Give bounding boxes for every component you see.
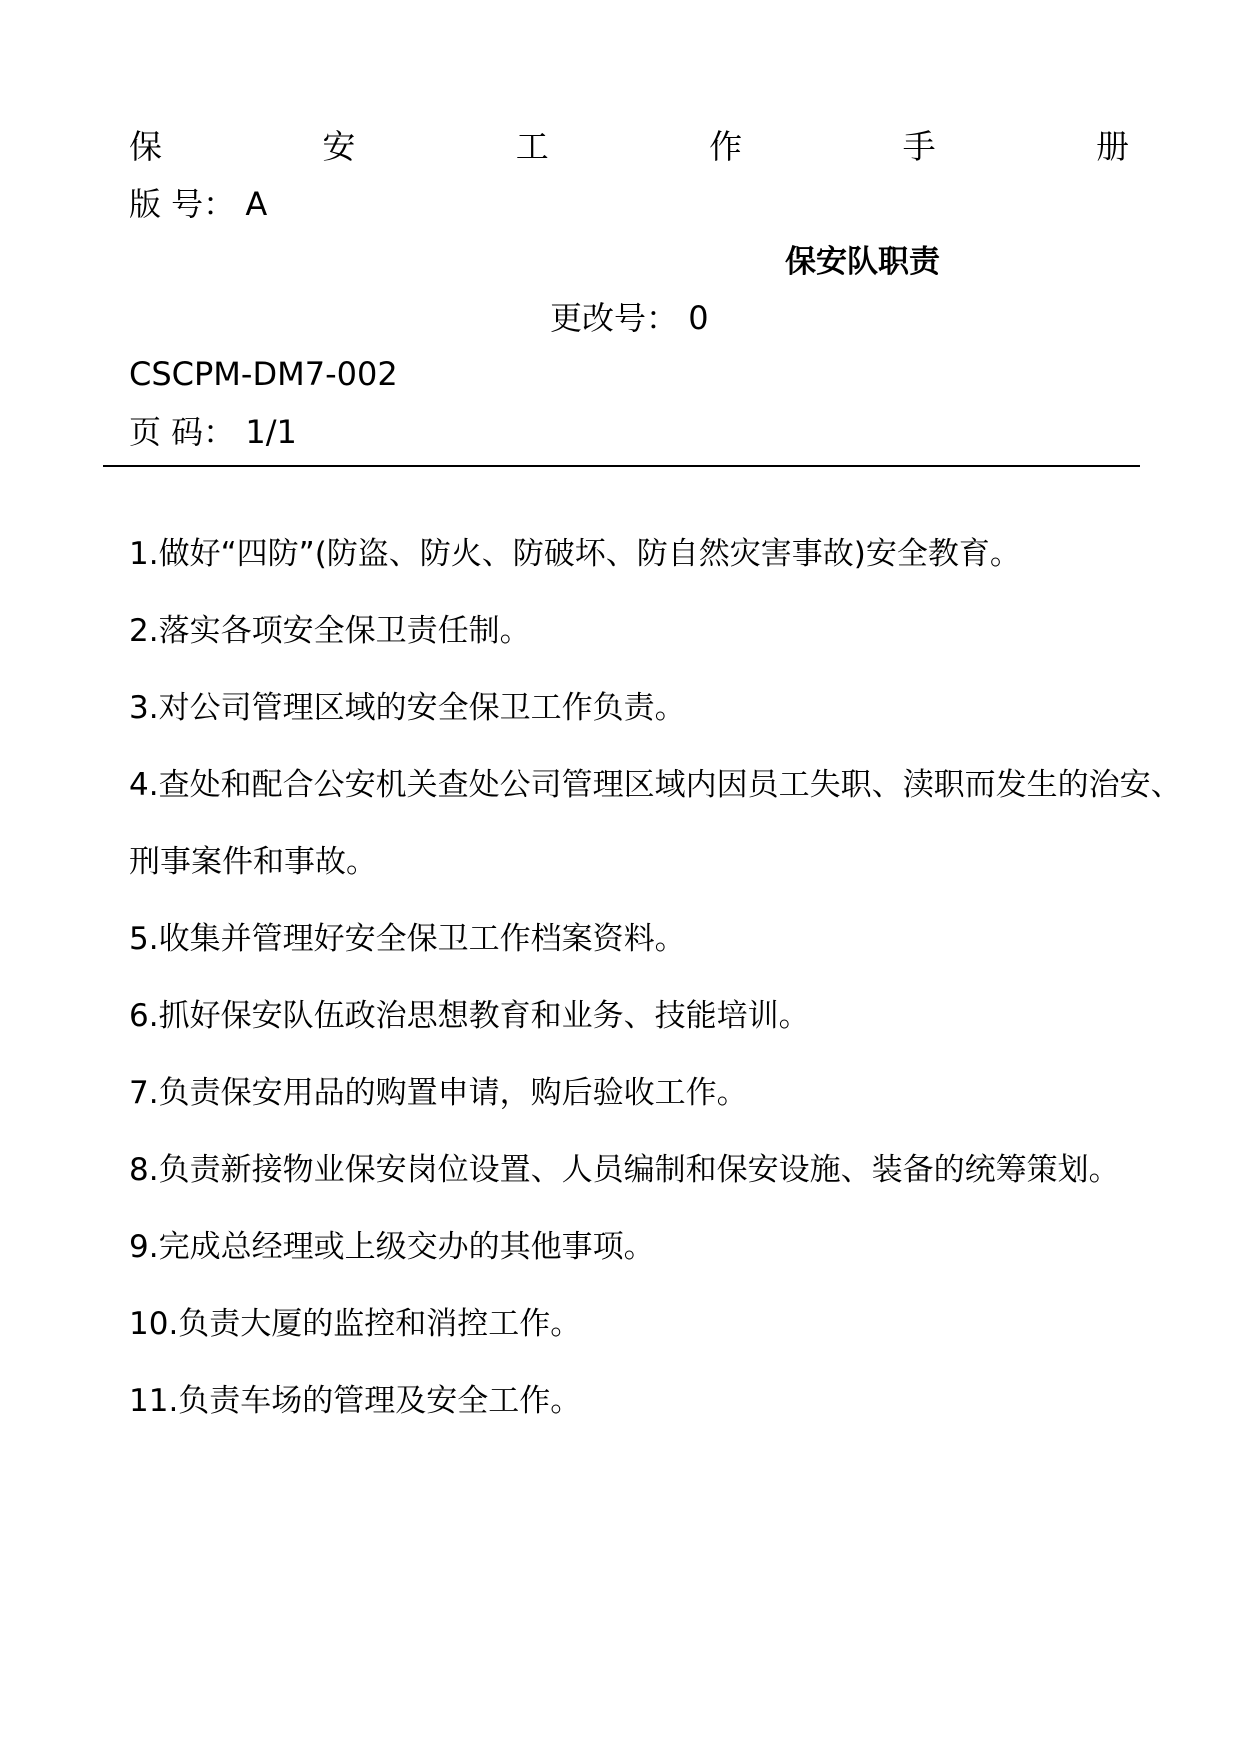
manual-title-char: 工	[515, 127, 549, 166]
duty-item: 刑事案件和事故。	[129, 844, 377, 880]
manual-title-char: 册	[1095, 127, 1129, 166]
version-value: A	[245, 185, 268, 223]
manual-title-char: 安	[322, 127, 356, 166]
duty-item: 8.负责新接物业保安岗位设置、人员编制和保安设施、装备的统筹策划。	[129, 1152, 1120, 1188]
duty-item: 3.对公司管理区域的安全保卫工作负责。	[129, 690, 686, 726]
duty-item: 7.负责保安用品的购置申请，购后验收工作。	[129, 1075, 748, 1111]
change-label: 更改号：	[550, 299, 679, 337]
duty-list	[129, 516, 1182, 1440]
version-line	[129, 182, 267, 226]
version-label: 版 号：	[129, 185, 236, 223]
duty-item: 6.抓好保安队伍政治思想教育和业务、技能培训。	[129, 998, 810, 1034]
duty-item: 2.落实各项安全保卫责任制。	[129, 613, 531, 649]
page-label: 页 码：	[129, 413, 236, 451]
duty-item: 11.负责车场的管理及安全工作。	[129, 1383, 582, 1419]
page-value: 1/1	[245, 413, 297, 451]
duty-item: 9.完成总经理或上级交办的其他事项。	[129, 1229, 655, 1265]
doc-code: CSCPM-DM7-002	[129, 355, 398, 393]
duty-item: 1.做好“四防”(防盗、防火、防破坏、防自然灾害事故)安全教育。	[129, 536, 1021, 572]
duty-item: 10.负责大厦的监控和消控工作。	[129, 1306, 582, 1342]
duty-item: 5.收集并管理好安全保卫工作档案资料。	[129, 921, 686, 957]
duty-item: 4.查处和配合公安机关查处公司管理区域内因员工失职、渎职而发生的治安、	[129, 767, 1182, 803]
manual-title-char: 手	[902, 127, 936, 166]
change-line	[550, 296, 709, 340]
header-divider	[103, 465, 1140, 467]
manual-title-char: 保	[129, 127, 162, 166]
section-title: 保安队职责	[785, 244, 940, 280]
change-value: 0	[688, 299, 709, 337]
page-number-line	[129, 410, 297, 454]
manual-title-char: 作	[709, 127, 743, 166]
manual-title	[129, 124, 1129, 170]
